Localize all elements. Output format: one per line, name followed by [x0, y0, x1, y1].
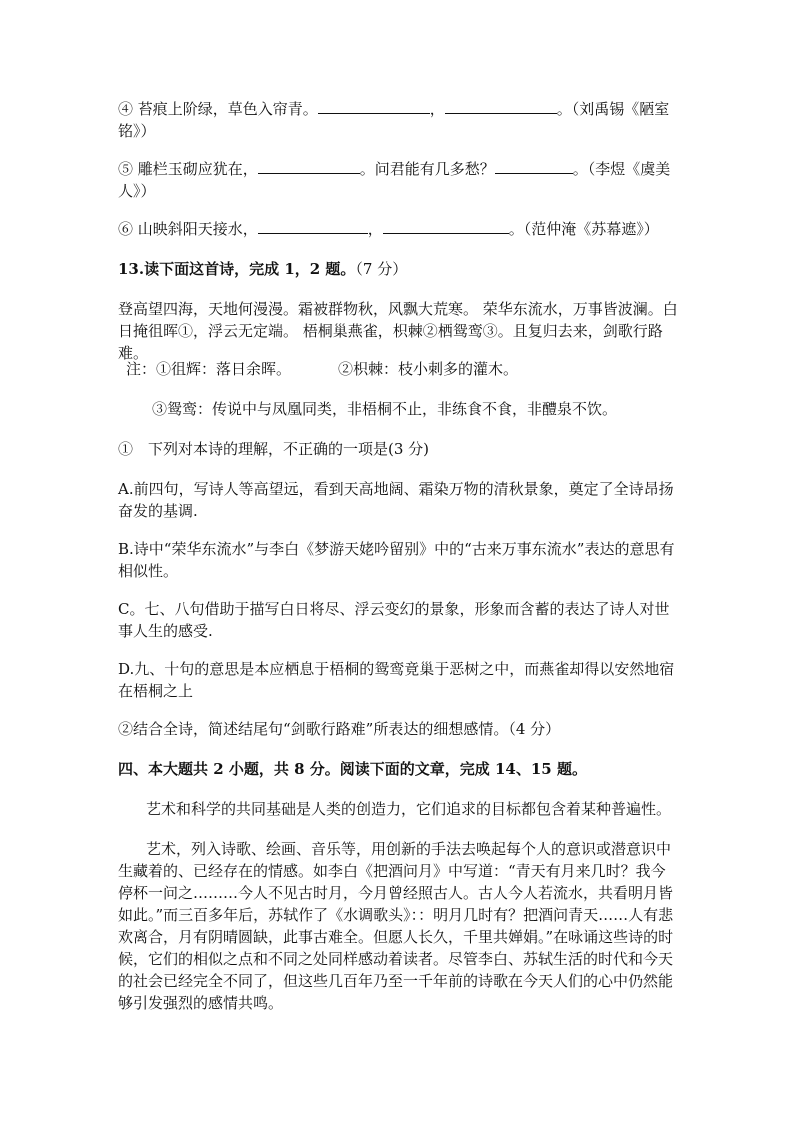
fill-blank-6-prefix: ⑥ 山映斜阳天接水，: [118, 220, 258, 238]
sub-question-1: ① 下列对本诗的理解，不正确的一项是(3 分): [118, 440, 430, 458]
note-1: 注：①徂辉：落日余晖。: [126, 360, 292, 378]
fill-blank-5-suffix: 。（李煜《虞美人》）: [118, 160, 671, 200]
section-4-title: 四、本大题共 2 小题，共 8 分。阅读下面的文章，完成 14、15 题。: [118, 760, 587, 778]
fill-blank-item-4: [118, 98, 678, 142]
passage-paragraph-1: 艺术和科学的共同基础是人类的创造力，它们追求的目标都包含着某种普遍性。: [146, 800, 672, 818]
sub-question-2: ②结合全诗，简述结尾句“剑歌行路难”所表达的细想感情。（4 分）: [118, 720, 561, 738]
option-c: C。七、八句借助于描写白日将尽、浮云变幻的景象，形象而含蓄的表达了诗人对世事人生的感受.: [118, 600, 670, 640]
fill-blank-6-mid: ，: [367, 220, 383, 238]
answer-blank[interactable]: [318, 99, 430, 114]
answer-blank[interactable]: [495, 159, 573, 174]
question-13-title: 13.读下面这首诗，完成 1，2 题。: [118, 260, 356, 278]
answer-blank[interactable]: [383, 219, 509, 234]
fill-blank-5-mid: 。问君能有几多愁？: [359, 160, 495, 178]
answer-blank[interactable]: [445, 99, 557, 114]
passage-paragraph-2: 艺术，列入诗歌、绘画、音乐等，用创新的手法去唤起每个人的意识或潜意识中生藏着的、已经存在的情感。如李白《把酒问月》中写道：“青天有月来几时？我今停杯一问之………今人不见古时月，今月曾经照古人。古人今人若流水，共看明月皆如此。”而三百多年后，苏轼作了《水调歌头》：：明月几时有？把酒问青天……人有悲欢离合，月有阴晴圆缺，此事古难全。但愿人长久，千里共婵娟。”在咏诵这些诗的时候，它们的相似之点和不同之处同样感动着读者。尽管李白、苏轼生活的时代和今天的社会已经完全不同了，但这些几百年乃至一千年前的诗歌在今天人们的心中仍然能够引发强烈的感情共鸣。: [118, 840, 674, 1012]
question-13-heading: [118, 258, 678, 280]
option-d: D.九、十句的意思是本应栖息于梧桐的鸳鸾竟巢于恶树之中，而燕雀却得以安然地宿在梧桐之上: [118, 660, 675, 700]
note-2: ②枳棘：枝小刺多的灌木。: [338, 360, 519, 378]
fill-blank-5-prefix: ⑤ 雕栏玉砌应犹在，: [118, 160, 258, 178]
fill-blank-6-suffix: 。（范仲淹《苏幕遮》）: [508, 220, 659, 238]
fill-blank-item-5: [118, 158, 678, 202]
note-3: ③鸳鸾：传说中与凤凰同类，非梧桐不止，非练食不食，非醴泉不饮。: [152, 400, 618, 418]
answer-blank[interactable]: [258, 159, 360, 174]
option-b: B.诗中“荣华东流水”与李白《梦游天姥吟留别》中的“古来万事东流水”表达的意思有相似性。: [118, 540, 675, 580]
question-13-score: （7 分）: [355, 260, 408, 278]
answer-blank[interactable]: [258, 219, 368, 234]
fill-blank-item-6: [118, 218, 678, 240]
option-a: A.前四句，写诗人等高望远，看到天高地阔、霜染万物的清秋景象，奠定了全诗昂扬奋发的基调.: [118, 480, 674, 520]
fill-blank-4-mid: ，: [429, 100, 445, 118]
fill-blank-4-suffix: 。（刘禹锡《陋室铭》）: [118, 100, 670, 140]
fill-blank-4-prefix: ④ 苔痕上阶绿，草色入帘青。: [118, 100, 318, 118]
poem-text: 登高望四海，天地何漫漫。霜被群物秋，风飘大荒寒。 荣华东流水，万事皆波澜。白日掩徂晖①，浮云无定端。 梧桐巢燕雀，枳棘②栖鸳鸾③。且复归去来，剑歌行路难。: [118, 300, 678, 362]
